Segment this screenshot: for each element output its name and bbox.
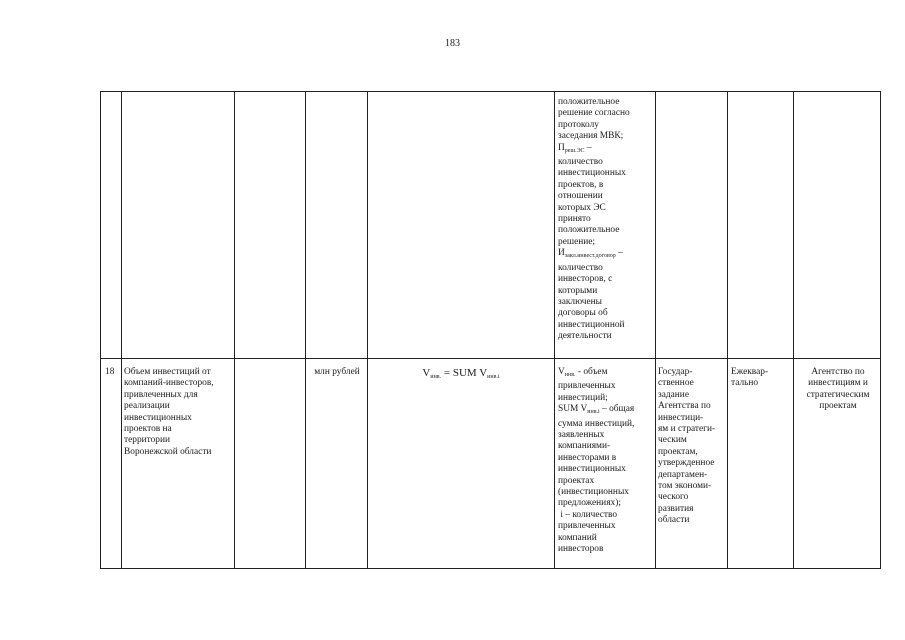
- page-number: 183: [445, 38, 460, 49]
- text-line: принято: [558, 214, 591, 225]
- text-line: количество: [558, 262, 603, 273]
- text-line: проектов, в: [558, 179, 604, 190]
- formula-v-subscript: инв.: [430, 374, 442, 380]
- text-line: инвестиций;: [558, 392, 608, 403]
- text-line: области: [658, 515, 690, 526]
- text-line: которыми: [558, 285, 598, 296]
- text-line: Воронежской области: [124, 446, 212, 457]
- description-sum-line: [558, 404, 654, 418]
- column-divider: [121, 91, 122, 569]
- unit-cell: млн рублей: [314, 367, 360, 377]
- desc-v-tail: - объем: [575, 367, 608, 377]
- table-border-top: [100, 91, 881, 92]
- desc-sum-tail: – общая: [599, 404, 635, 415]
- responsible-cell: [796, 367, 880, 413]
- text-line: инвесторами в: [558, 452, 617, 463]
- text-line: проектам: [819, 401, 857, 412]
- symbol-i-subscript: закл.инвест.договор: [564, 253, 616, 260]
- desc-sum: SUM V: [558, 404, 588, 415]
- text-line: заседания МВК;: [558, 131, 624, 142]
- text-line: отношении: [558, 191, 603, 202]
- indicator-name-cell: [124, 367, 234, 458]
- symbol-p: П: [558, 142, 565, 153]
- text-line: предложениях);: [558, 498, 621, 509]
- column-divider: [367, 91, 368, 569]
- column-divider: [234, 91, 235, 569]
- text-line: инвестиционных: [558, 168, 626, 179]
- column-divider: [655, 91, 656, 569]
- text-line: развития: [658, 503, 694, 514]
- table-border-bottom: [100, 568, 881, 569]
- text-line: привлеченных: [558, 381, 616, 392]
- text-line: проектов на: [124, 424, 172, 435]
- text-line: положительное: [558, 225, 620, 236]
- column-divider: [305, 91, 306, 569]
- symbol-i-line: [558, 248, 654, 262]
- description-cell: [558, 367, 654, 556]
- text-line: договоры об: [558, 308, 608, 319]
- text-line: проектах: [558, 475, 595, 486]
- text-line: департамен-: [658, 469, 708, 480]
- text-line: стратегическим: [806, 389, 870, 400]
- text-line: Агентства по: [658, 401, 711, 412]
- formula-sum: = SUM V: [441, 367, 488, 379]
- text-line: Агентство по: [811, 367, 865, 377]
- frequency-cell: [731, 367, 793, 390]
- row-divider: [100, 358, 881, 359]
- text-line: заключены: [558, 296, 602, 307]
- desc-v: V: [558, 367, 565, 377]
- symbol-p-subscript: реш.ЭС: [564, 147, 585, 154]
- text-line: том экономи-: [658, 481, 712, 492]
- symbol-p-line: [558, 143, 654, 157]
- text-line: территории: [124, 435, 171, 446]
- description-v-line: [558, 367, 654, 381]
- text-line: которых ЭС: [558, 202, 606, 213]
- desc-v-subscript: инв.: [564, 372, 576, 378]
- text-line: инвестиционной: [558, 319, 625, 330]
- text-line: инвесторов: [558, 544, 604, 555]
- text-line: протоколу: [558, 119, 599, 130]
- formula-cell: [368, 367, 554, 380]
- formula-v: V: [422, 367, 431, 379]
- column-divider: [880, 91, 881, 569]
- text-line: ческого: [658, 492, 689, 503]
- text-line: привлеченных: [558, 521, 616, 532]
- desc-sum-subscript: инв.i: [587, 409, 600, 416]
- text-line: заявленных: [558, 430, 605, 441]
- data-source-cell: [658, 367, 728, 527]
- text-line: инвестици-: [658, 412, 704, 423]
- formula-sum-subscript: инв.i: [487, 374, 500, 380]
- text-line: инвестициям и: [808, 378, 868, 389]
- text-line: сумма инвестиций,: [558, 418, 635, 429]
- text-line: (инвестиционных: [558, 487, 629, 498]
- column-divider: [793, 91, 794, 569]
- symbol-i-tail: –: [615, 248, 623, 259]
- symbol-p-tail: –: [584, 142, 592, 153]
- text-line: количество: [558, 157, 603, 168]
- text-line: инвесторов, с: [558, 274, 613, 285]
- text-line: реализации: [124, 401, 170, 412]
- text-line: ческим: [658, 435, 687, 446]
- text-line: компаний: [558, 532, 597, 543]
- text-line: решение;: [558, 236, 596, 247]
- text-line: проектам,: [658, 446, 698, 457]
- text-line: ственное: [658, 378, 694, 389]
- text-line: инвестиционных: [558, 464, 626, 475]
- text-line: деятельности: [558, 331, 612, 342]
- text-line: Государ-: [658, 367, 693, 377]
- column-divider: [554, 91, 555, 569]
- symbol-i: И: [558, 248, 565, 259]
- indicator-table: [100, 91, 881, 569]
- text-line: тально: [731, 378, 759, 389]
- text-line: Ежеквар-: [731, 367, 769, 377]
- column-divider: [100, 91, 101, 569]
- text-line: решение согласно: [558, 108, 630, 119]
- text-line: компаниями-: [558, 441, 611, 452]
- text-line: компаний-инвесторов,: [124, 378, 214, 389]
- text-line: положительное: [558, 97, 620, 107]
- text-line: ям и стратеги-: [658, 424, 716, 435]
- row-number: 18: [105, 367, 115, 377]
- text-line: Объем инвестиций от: [124, 367, 211, 377]
- text-line: задание: [658, 389, 689, 400]
- text-line: i – количество: [558, 509, 618, 520]
- text-line: привлеченных для: [124, 389, 198, 400]
- text-line: инвестиционных: [124, 412, 192, 423]
- continued-description-cell: [558, 97, 654, 343]
- text-line: утвержденное: [658, 458, 715, 469]
